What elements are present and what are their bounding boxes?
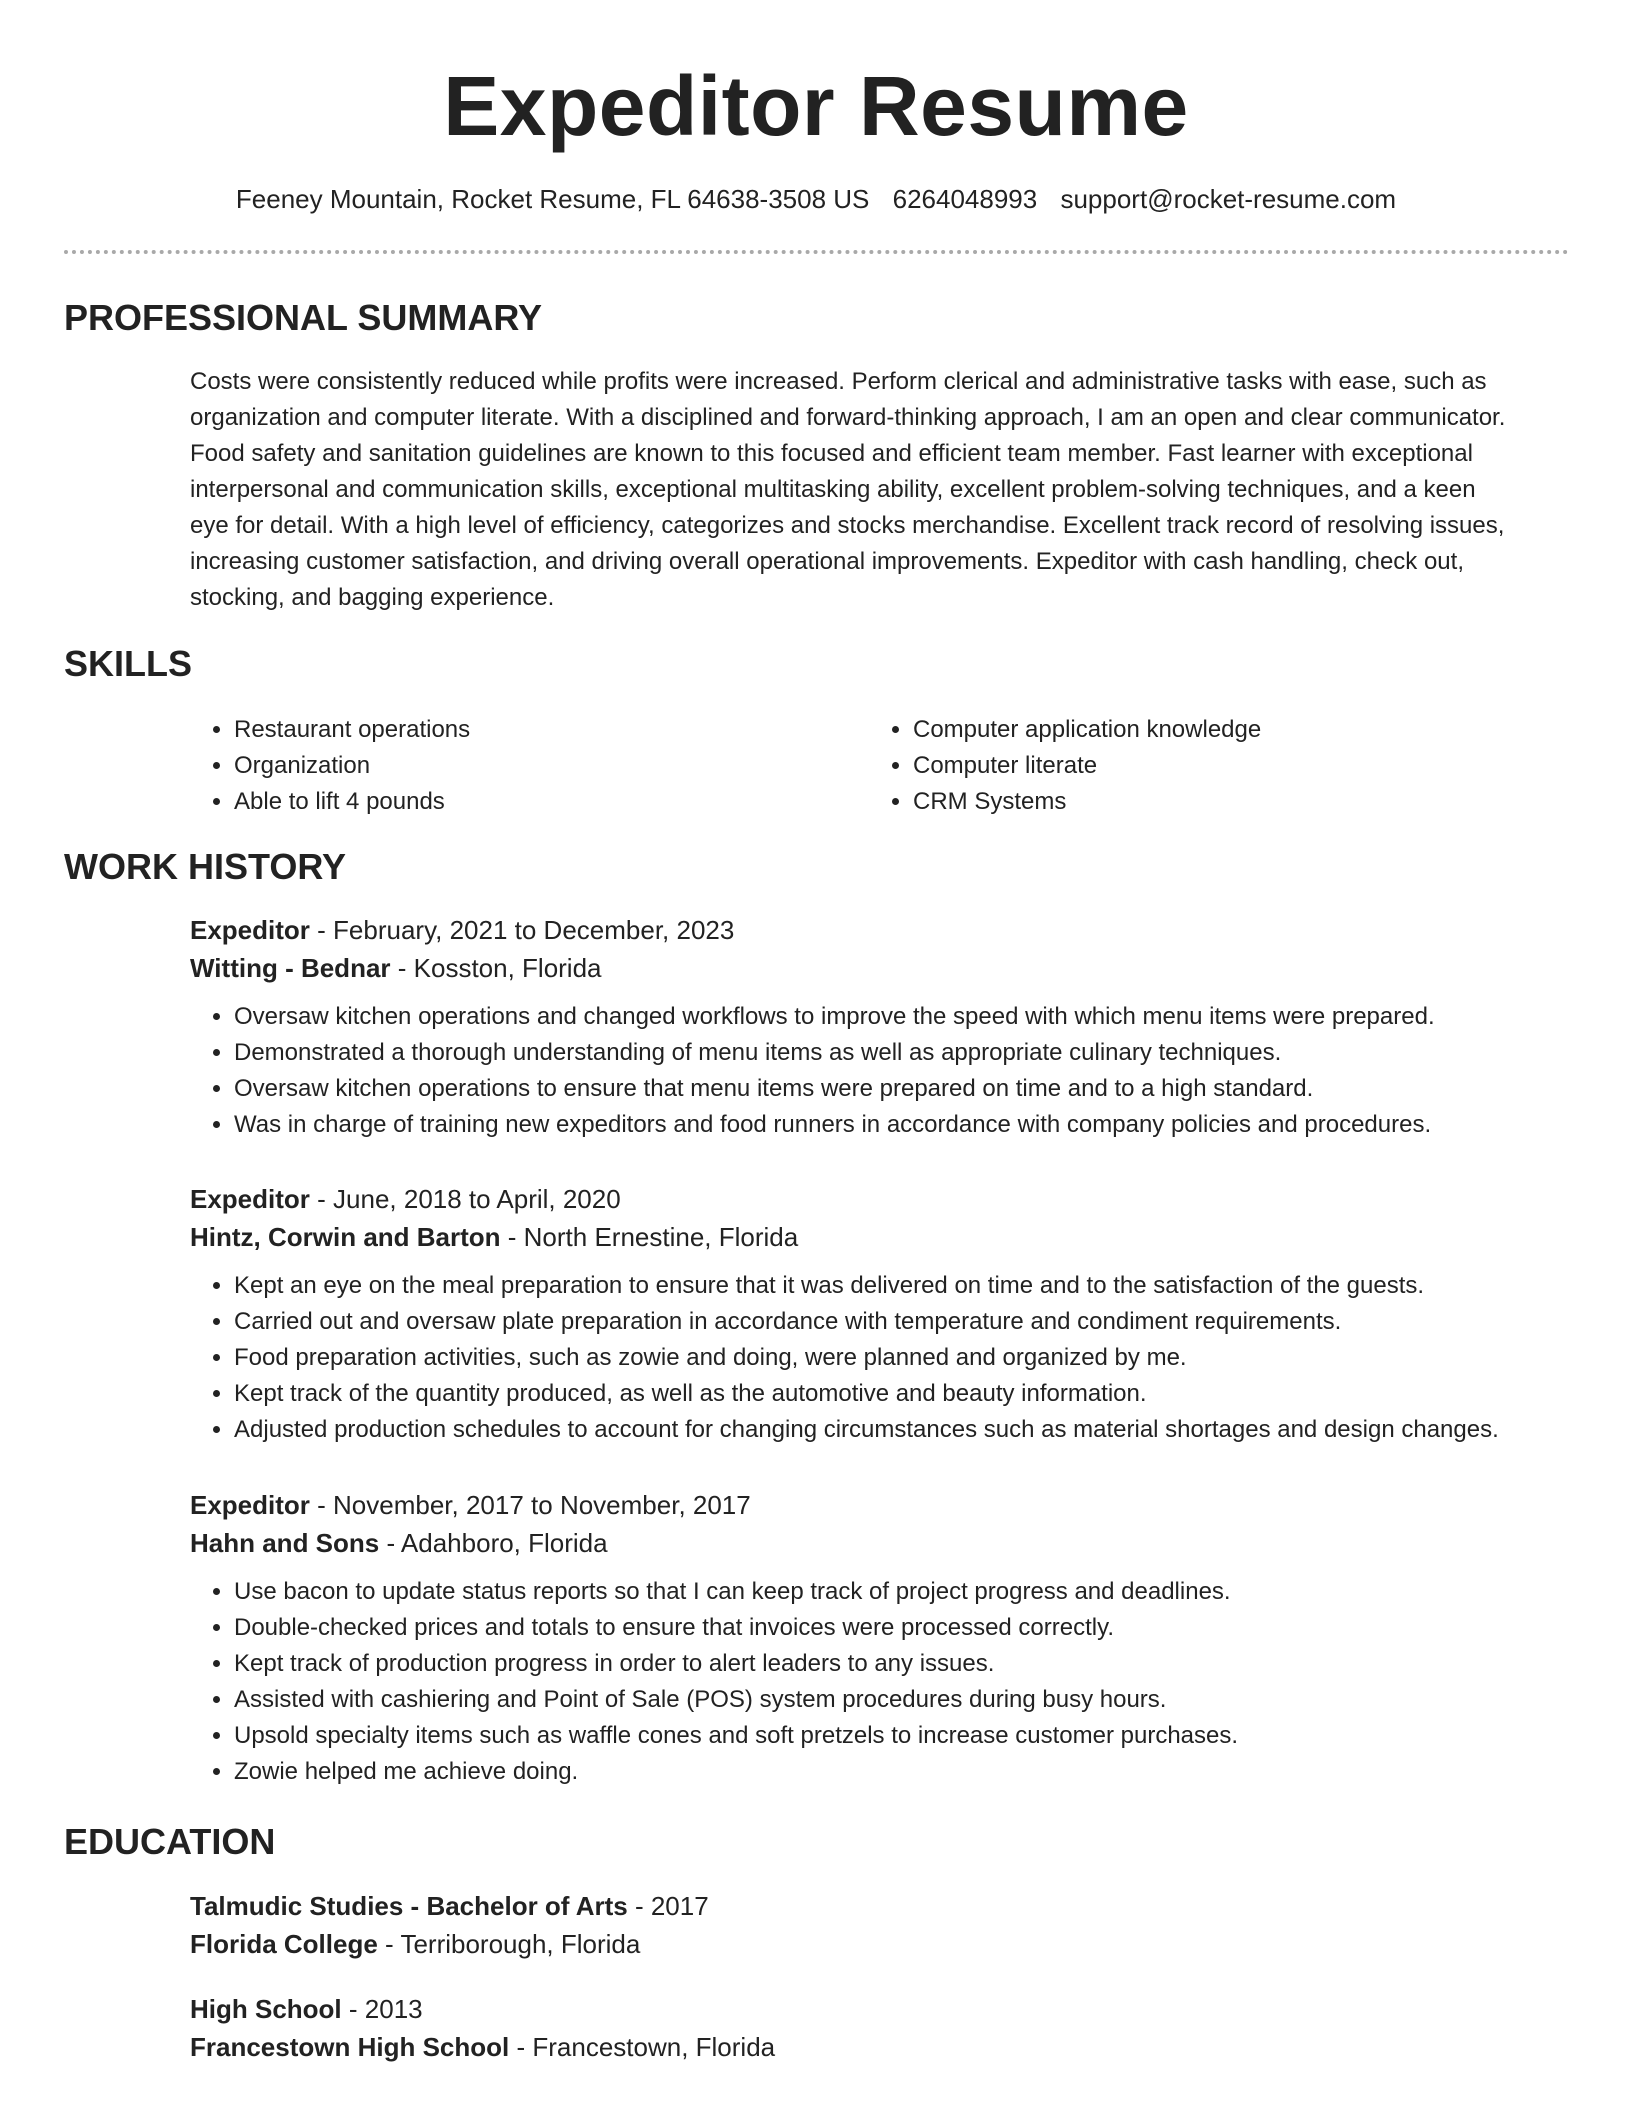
skill-item: • Computer literate [913,748,1509,784]
education-location: - Francestown, Florida [509,2032,776,2062]
summary-line: increasing customer satisfaction, and driving overall operational improvements. Expeditor with cash handling, check out, [190,548,1464,575]
education-degree-line [190,1990,1570,2028]
job-bullet: • Oversaw kitchen operations to ensure that menu items were prepared on time and to a high standard. [234,1071,1570,1107]
job-title-line [190,911,1570,949]
skill-item: • Computer application knowledge [913,712,1509,748]
job-bullet: • Oversaw kitchen operations and changed workflows to improve the speed with which menu items were prepared. [234,999,1570,1035]
job-bullet: • Adjusted production schedules to account for changing circumstances such as material shortages and design changes. [234,1412,1570,1448]
job-entry [190,1180,1570,1448]
skill-item: • Able to lift 4 pounds [234,784,830,820]
education-school-line [190,2028,1570,2066]
job-bullet: • Double-checked prices and totals to ensure that invoices were processed correctly. [234,1610,1570,1646]
job-company: Hahn and Sons [190,1528,380,1558]
resume-title: Expeditor Resume [443,59,1189,153]
education-entry [190,1990,1570,2066]
education-school-line [190,1925,1570,1963]
job-bullet: • Zowie helped me achieve doing. [234,1754,1570,1790]
education-entry [190,1887,1570,1963]
job-title-line [190,1180,1570,1218]
summary-line: organization and computer literate. With a disciplined and forward-thinking approach, I am an open and clear communicator. [190,404,1506,431]
education-location: - Terriborough, Florida [377,1929,641,1959]
education-school: Florida College [190,1929,378,1959]
summary-line: Costs were consistently reduced while profits were increased. Perform clerical and administrative tasks with ease, such as [190,368,1487,395]
job-bullet: • Carried out and oversaw plate preparation in accordance with temperature and condiment requirements. [234,1304,1570,1340]
skill-item: • Restaurant operations [234,712,830,748]
contact-info [0,182,1632,216]
section-heading-work-history: WORK HISTORY [64,846,347,887]
job-location: - Adahboro, Florida [379,1528,608,1558]
job-company-line [190,949,1570,987]
job-company-line [190,1218,1570,1256]
job-company: Witting - Bednar [190,953,391,983]
education-year: - 2013 [341,1994,423,2024]
education-year: - 2017 [627,1891,709,1921]
job-dates: - November, 2017 to November, 2017 [309,1490,751,1520]
job-title: Expeditor [190,1490,310,1520]
job-bullet: • Was in charge of training new expeditors and food runners in accordance with company policies and procedures. [234,1107,1570,1143]
job-bullet: • Demonstrated a thorough understanding of menu items as well as appropriate culinary techniques. [234,1035,1570,1071]
skills-column-left [190,712,830,820]
skill-item: • CRM Systems [913,784,1509,820]
education-degree-line [190,1887,1570,1925]
job-bullet: • Kept track of the quantity produced, as well as the automotive and beauty information. [234,1376,1570,1412]
job-title: Expeditor [190,1184,310,1214]
job-entry [190,911,1570,1143]
skills-column-right [869,712,1509,820]
contact-email: support@rocket-resume.com [1060,184,1397,214]
job-bullet: • Kept track of production progress in order to alert leaders to any issues. [234,1646,1570,1682]
education-degree: Talmudic Studies - Bachelor of Arts [190,1891,628,1921]
summary-line: Food safety and sanitation guidelines are known to this focused and efficient team member. Fast learner with exceptional [190,440,1473,467]
job-location: - North Ernestine, Florida [500,1222,799,1252]
job-title-line [190,1486,1570,1524]
job-dates: - June, 2018 to April, 2020 [309,1184,621,1214]
education-degree: High School [190,1994,342,2024]
section-heading-summary: PROFESSIONAL SUMMARY [64,297,543,338]
summary-line: interpersonal and communication skills, exceptional multitasking ability, excellent problem-solving techniques, and a keen [190,476,1476,503]
summary-line: eye for detail. With a high level of efficiency, categorizes and stocks merchandise. Excellent track record of resolving issues, [190,512,1505,539]
job-bullet: • Assisted with cashiering and Point of Sale (POS) system procedures during busy hours. [234,1682,1570,1718]
job-dates: - February, 2021 to December, 2023 [309,915,735,945]
header-divider [64,250,1569,254]
job-bullet: • Use bacon to update status reports so that I can keep track of project progress and deadlines. [234,1574,1570,1610]
job-company-line [190,1524,1570,1562]
job-entry [190,1486,1570,1790]
section-heading-skills: SKILLS [64,643,193,684]
summary-text [190,364,1570,616]
education-school: Francestown High School [190,2032,510,2062]
job-bullet: • Upsold specialty items such as waffle cones and soft pretzels to increase customer purchases. [234,1718,1570,1754]
job-company: Hintz, Corwin and Barton [190,1222,501,1252]
section-heading-education: EDUCATION [64,1821,276,1862]
job-title: Expeditor [190,915,310,945]
job-bullet: • Food preparation activities, such as zowie and doing, were planned and organized by me. [234,1340,1570,1376]
job-bullet: • Kept an eye on the meal preparation to ensure that it was delivered on time and to the satisfaction of the guests. [234,1268,1570,1304]
summary-line: stocking, and bagging experience. [190,584,555,611]
skill-item: • Organization [234,748,830,784]
job-location: - Kosston, Florida [390,953,602,983]
contact-address: Feeney Mountain, Rocket Resume, FL 64638-3508 US [235,184,870,214]
contact-phone: 6264048993 [892,184,1038,214]
